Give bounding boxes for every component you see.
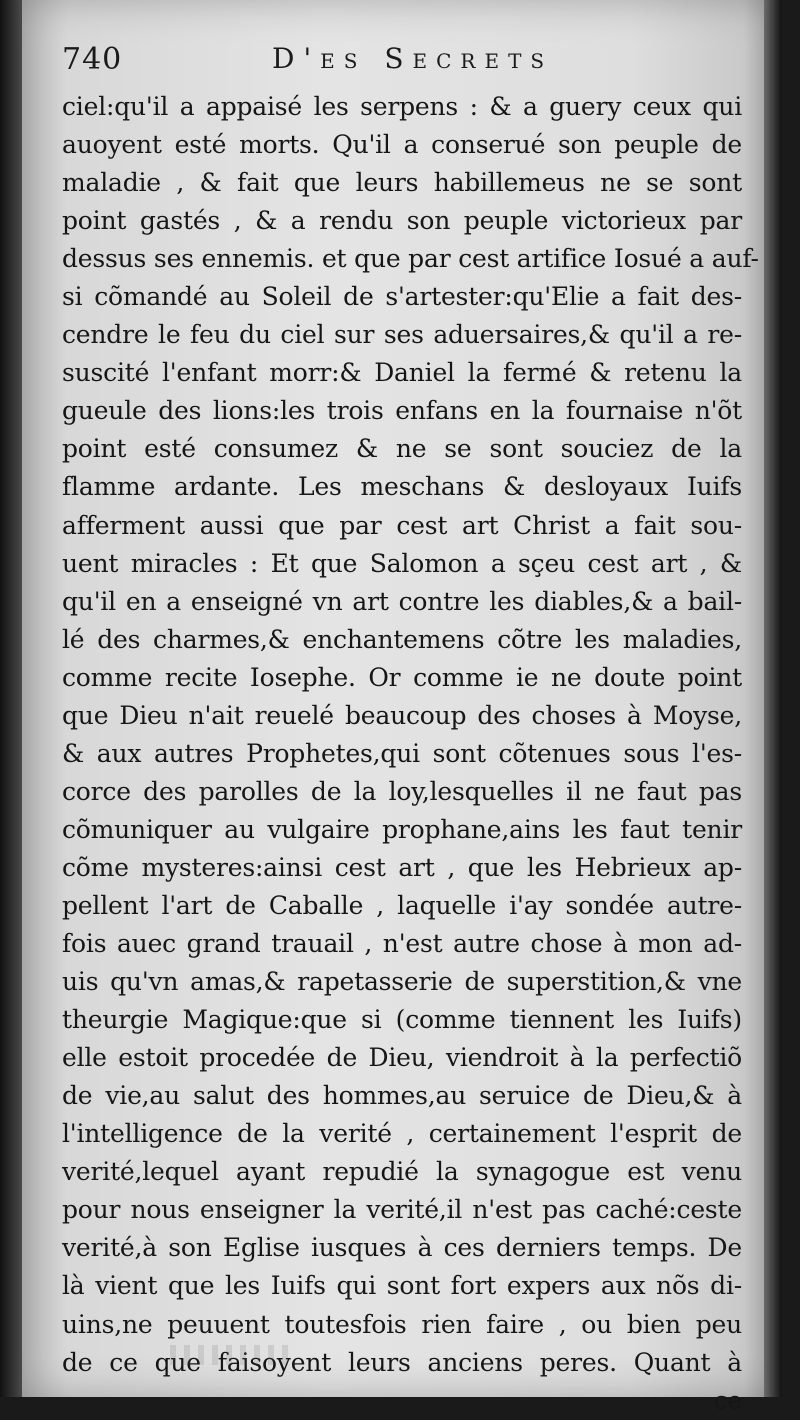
text-line: de vie,au salut des hommes,au seruice de Dieu,& à — [62, 1081, 742, 1111]
text-line: uins,ne peuuent toutesfois rien faire , ou bien peu — [62, 1309, 742, 1339]
text-line: maladie , & fait que leurs habillemeus ne se sont — [62, 168, 742, 198]
text-line: pour nous enseigner la verité,il n'est pas caché:ceste — [62, 1195, 742, 1225]
text-line: l'intelligence de la verité , certainement l'esprit de — [62, 1119, 742, 1149]
page-number: 740 — [62, 42, 123, 77]
text-line: flamme ardante. Les meschans & desloyaux Iuifs — [62, 472, 742, 502]
text-line: corce des parolles de la loy,lesquelles il ne faut pas — [62, 776, 742, 806]
text-line: lé des charmes,& enchantemens cõtre les maladies, — [62, 624, 742, 654]
text-line: & aux autres Prophetes,qui sont cõtenues sous l'es- — [62, 738, 742, 768]
text-line: ciel:qu'il a appaisé les serpens : & a guery ceux qui — [62, 92, 742, 121]
text-line: uis qu'vn amas,& rapetasserie de superstition,& vne — [62, 967, 742, 997]
left-page-edge — [0, 0, 22, 1397]
text-line: theurgie Magique:que si (comme tiennent les Iuifs) — [62, 1005, 742, 1035]
body-text — [62, 88, 759, 1420]
text-line: fois auec grand trauail , n'est autre chose à mon ad- — [62, 929, 742, 959]
text-line: cõmuniquer au vulgaire prophane,ains les faut tenir — [62, 814, 742, 844]
text-line: que Dieu n'ait reuelé beaucoup des choses à Moyse, — [62, 700, 742, 730]
right-page-edge — [764, 0, 782, 1397]
text-line: de ce que faisoyent leurs anciens peres. Quant à — [62, 1347, 742, 1377]
text-line: si cõmandé au Soleil de s'artester:qu'Elie a fait des- — [62, 282, 742, 312]
page-header — [62, 42, 702, 92]
text-line: verité,lequel ayant repudié la synagogue est venu — [62, 1157, 742, 1187]
text-line: point esté consumez & ne se sont souciez de la — [62, 434, 742, 464]
text-line: verité,à son Eglise iusques à ces derniers temps. De — [62, 1233, 742, 1263]
text-line: auoyent esté morts. Qu'il a conserué son peuple de — [62, 130, 742, 160]
text-line: gueule des lions:les trois enfans en la fournaise n'õt — [62, 396, 742, 426]
text-line: cõme mysteres:ainsi cest art , que les Hebrieux ap- — [62, 852, 742, 882]
text-line: qu'il en a enseigné vn art contre les diables,& a bail- — [62, 586, 742, 616]
text-line: pellent l'art de Caballe , laquelle i'ay sondée autre- — [62, 890, 742, 920]
text-line: uent miracles : Et que Salomon a sçeu cest art , & — [62, 548, 742, 578]
text-line: dessus ses ennemis. et que par cest artifice Iosué a auf- — [62, 244, 759, 274]
catchword: ce — [713, 1385, 742, 1415]
text-line: point gastés , & a rendu son peuple victorieux par — [62, 206, 742, 236]
bleed-through-marks — [170, 1345, 290, 1365]
text-line: elle estoit procedée de Dieu, viendroit à la perfectiõ — [62, 1043, 742, 1073]
text-line: suscité l'enfant morr:& Daniel la fermé & retenu la — [62, 358, 742, 388]
running-head: D'es Secrets — [272, 42, 554, 75]
text-line: cendre le feu du ciel sur ses aduersaires,& qu'il a re- — [62, 320, 742, 350]
text-line: là vient que les Iuifs qui sont fort expers aux nõs di- — [62, 1271, 742, 1301]
text-line: afferment aussi que par cest art Christ a fait sou- — [62, 510, 742, 540]
text-line: comme recite Iosephe. Or comme ie ne doute point — [62, 662, 742, 692]
